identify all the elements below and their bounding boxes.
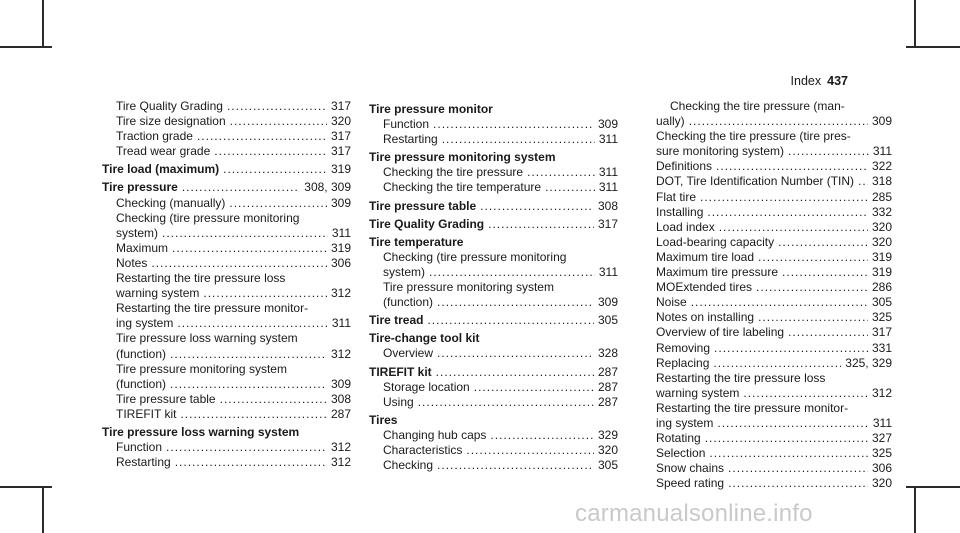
index-entry	[102, 455, 351, 470]
dot-leader	[758, 310, 868, 325]
dot-leader	[709, 446, 868, 461]
entry-label: Checking (manually)	[116, 195, 226, 210]
entry-label: Notes	[116, 255, 148, 270]
dot-leader	[743, 386, 868, 401]
index-entry	[656, 250, 892, 265]
page-reference: 312	[330, 440, 351, 455]
page-reference: 325, 329	[845, 355, 892, 370]
dot-leader	[182, 180, 300, 195]
dot-leader	[705, 431, 868, 446]
crop-mark-top-left-v	[42, 0, 44, 48]
page-reference: 325	[871, 446, 892, 461]
dot-leader	[227, 99, 327, 114]
index-entry	[369, 346, 618, 361]
entry-label: Storage location	[383, 379, 470, 394]
page-reference: 312	[330, 286, 351, 301]
index-entry	[102, 241, 351, 256]
page-reference: 312	[871, 385, 892, 400]
index-entry	[656, 235, 892, 250]
dot-leader	[778, 235, 868, 250]
entry-label: TIREFIT kit	[369, 364, 432, 379]
page-reference: 311	[598, 264, 618, 279]
page-reference: 312	[330, 455, 351, 470]
index-entry	[102, 226, 351, 241]
index-entry	[656, 416, 892, 431]
dot-leader	[433, 117, 594, 132]
dot-leader	[175, 455, 327, 470]
dot-leader	[442, 132, 595, 147]
entry-label: ually)	[656, 114, 685, 129]
entry-label: Using	[383, 394, 414, 409]
page-reference: 319	[871, 265, 892, 280]
entry-label: (function)	[383, 295, 434, 310]
index-entry	[102, 196, 351, 211]
dot-leader	[717, 416, 869, 431]
page-reference: 319	[330, 162, 351, 177]
dot-leader	[177, 316, 328, 331]
index-entry	[369, 365, 618, 380]
dot-leader	[488, 217, 594, 232]
page-reference: 309	[597, 295, 618, 310]
dot-leader	[545, 180, 595, 195]
crop-mark-top-right-h	[906, 46, 960, 48]
index-entry	[656, 356, 892, 371]
index-entry	[656, 280, 892, 295]
page-reference: 329	[597, 427, 618, 442]
dot-leader	[170, 377, 327, 392]
index-entry	[102, 392, 351, 407]
index-entry	[656, 476, 892, 491]
page-reference: 287	[330, 406, 351, 421]
entry-label: Rotating	[656, 431, 701, 446]
page-reference: 325	[871, 310, 892, 325]
dot-leader	[480, 199, 594, 214]
page-reference: 320	[871, 234, 892, 249]
index-entry	[369, 180, 618, 195]
index-entry-text: Tire-change tool kit	[369, 331, 480, 346]
entry-label: Tire Quality Grading	[369, 216, 485, 231]
index-entry	[656, 144, 892, 159]
dot-leader	[172, 241, 327, 256]
index-entry-text: Tire pressure monitoring system	[369, 150, 556, 165]
index-entry-text: Tire pressure monitoring system	[383, 280, 554, 295]
entry-label: DOT, Tire Identification Number (TIN)	[656, 174, 855, 189]
entry-label: Load index	[656, 219, 715, 234]
entry-label: Removing	[656, 340, 711, 355]
index-entry-text: Restarting the tire pressure monitor-	[116, 301, 309, 316]
dot-leader	[436, 365, 594, 380]
page-reference: 320	[330, 114, 351, 129]
index-entry	[656, 190, 892, 205]
entry-label: Definitions	[656, 159, 713, 174]
page-reference: 311	[598, 132, 618, 147]
index-entry	[369, 199, 618, 214]
index-entry-text: Tire pressure monitor	[369, 102, 493, 116]
entry-label: Characteristics	[383, 442, 463, 457]
dot-leader	[788, 325, 868, 340]
dot-leader	[229, 196, 327, 211]
dot-leader	[719, 220, 868, 235]
entry-label: Checking the tire pressure	[383, 165, 524, 180]
page-reference: 332	[871, 204, 892, 219]
entry-label: Tire tread	[369, 313, 424, 328]
dot-leader	[689, 114, 868, 129]
dot-leader	[527, 165, 595, 180]
entry-label: Tire Quality Grading	[116, 99, 223, 113]
dot-leader	[858, 174, 868, 189]
dot-leader	[170, 347, 327, 362]
index-entry	[102, 407, 351, 422]
index-entry	[369, 165, 618, 180]
page-reference: 317	[597, 216, 618, 231]
dot-leader	[707, 205, 868, 220]
dot-leader	[474, 380, 594, 395]
index-entry-text: Checking (tire pressure monitoring	[383, 249, 567, 264]
dot-leader	[782, 265, 868, 280]
index-entry	[656, 174, 892, 189]
index-entry-text: Tire pressure loss warning system	[102, 424, 300, 439]
dot-leader	[427, 313, 594, 328]
entry-label: Overview	[383, 346, 434, 361]
dot-leader	[214, 144, 327, 159]
page-reference: 311	[872, 144, 892, 159]
section-title: Index	[790, 74, 822, 88]
page-reference: 328	[597, 346, 618, 361]
entry-label: system)	[116, 225, 158, 240]
page-reference: 305	[597, 458, 618, 473]
index-entry-text: Tire pressure monitoring system	[116, 361, 287, 376]
crop-mark-bottom-left-h	[0, 486, 52, 488]
page-reference: 308	[330, 391, 351, 406]
entry-label: Load-bearing capacity	[656, 234, 775, 249]
dot-leader	[716, 159, 868, 174]
entry-label: MOExtended tires	[656, 280, 753, 295]
watermark: carmanualsonline.info	[575, 500, 813, 527]
index-entry	[369, 132, 618, 147]
page-reference: 309	[330, 376, 351, 391]
entry-label: ing system	[656, 415, 714, 430]
index-entry	[369, 443, 618, 458]
dot-leader	[728, 476, 868, 491]
entry-label: warning system	[116, 286, 200, 301]
dot-leader	[758, 250, 868, 265]
dot-leader	[230, 114, 327, 129]
page-reference: 317	[330, 129, 351, 144]
dot-leader	[203, 286, 327, 301]
page-reference: 312	[330, 346, 351, 361]
index-entry	[102, 440, 351, 455]
index-entry	[102, 180, 351, 195]
page-reference: 311	[598, 180, 618, 195]
entry-label: Snow chains	[656, 461, 725, 476]
index-entry	[656, 310, 892, 325]
page-reference: 309	[597, 117, 618, 132]
index-entry	[369, 380, 618, 395]
page-reference: 308	[597, 198, 618, 213]
entry-label: Installing	[656, 204, 704, 219]
index-entry	[656, 295, 892, 310]
index-entry	[102, 99, 351, 114]
entry-label: Tire pressure table	[116, 391, 216, 406]
crop-mark-top-right-v	[914, 0, 916, 48]
index-entry	[102, 377, 351, 392]
page-reference: 319	[330, 240, 351, 255]
page-reference: 311	[331, 316, 351, 331]
dot-leader	[788, 144, 869, 159]
index-entry	[369, 265, 618, 280]
entry-label: TIREFIT kit	[116, 406, 177, 421]
entry-label: Maximum tire load	[656, 249, 755, 264]
entry-label: Restarting	[116, 455, 171, 470]
entry-label: Speed rating	[656, 476, 725, 491]
entry-label: Overview of tire labeling	[656, 325, 785, 340]
index-entry	[656, 386, 892, 401]
page-reference: 305	[871, 295, 892, 310]
index-entry	[656, 265, 892, 280]
dot-leader	[466, 443, 594, 458]
dot-leader	[713, 356, 841, 371]
index-entry	[656, 341, 892, 356]
index-entry-text: Restarting the tire pressure loss	[656, 370, 826, 385]
entry-label: Checking the tire temperature	[383, 180, 542, 195]
entry-label: sure monitoring system)	[656, 144, 785, 159]
entry-label: Checking	[383, 458, 434, 473]
index-entry-text: Restarting the tire pressure monitor-	[656, 400, 849, 415]
index-entry	[102, 114, 351, 129]
entry-label: ing system	[116, 316, 174, 331]
index-entry	[656, 446, 892, 461]
page-reference: 286	[871, 280, 892, 295]
index-column-3	[656, 99, 892, 491]
index-entry-text: Checking (tire pressure monitoring	[116, 210, 300, 225]
page-reference: 306	[871, 461, 892, 476]
page-number: 437	[827, 74, 848, 88]
index-entry	[369, 395, 618, 410]
entry-label: Replacing	[656, 355, 710, 370]
index-entry	[369, 217, 618, 232]
entry-label: Tire pressure table	[369, 198, 477, 213]
dot-leader	[728, 461, 868, 476]
page-reference: 311	[872, 415, 892, 430]
page-reference: 285	[871, 189, 892, 204]
dot-leader	[756, 280, 868, 295]
crop-mark-bottom-right-v	[914, 486, 916, 533]
index-entry	[102, 162, 351, 177]
page-reference: 306	[330, 255, 351, 270]
page-reference: 311	[331, 225, 351, 240]
entry-label: Maximum	[116, 240, 169, 255]
entry-label: system)	[383, 264, 425, 279]
index-entry	[656, 159, 892, 174]
index-entry	[369, 117, 618, 132]
entry-label: Tire size designation	[116, 114, 226, 129]
page-header	[791, 74, 848, 88]
index-entry	[656, 114, 892, 129]
index-entry	[102, 316, 351, 331]
crop-mark-bottom-right-h	[906, 486, 960, 488]
index-entry-text: Tire temperature	[369, 234, 464, 249]
index-column-1	[102, 99, 351, 470]
crop-mark-bottom-left-v	[42, 486, 44, 533]
entry-label: warning system	[656, 385, 740, 400]
crop-mark-top-left-h	[0, 46, 52, 48]
dot-leader	[418, 395, 594, 410]
index-entry	[369, 458, 618, 473]
dot-leader	[197, 129, 327, 144]
dot-leader	[691, 295, 868, 310]
dot-leader	[180, 407, 327, 422]
index-entry	[656, 205, 892, 220]
page-reference: 287	[597, 394, 618, 409]
page-reference: 327	[871, 431, 892, 446]
dot-leader	[220, 392, 327, 407]
page-reference: 320	[871, 476, 892, 491]
entry-label: Tire load (maximum)	[102, 162, 220, 177]
index-entry	[369, 295, 618, 310]
page-reference: 322	[871, 159, 892, 174]
index-entry	[369, 313, 618, 328]
page-reference: 320	[871, 219, 892, 234]
entry-label: Notes on installing	[656, 310, 755, 325]
entry-label: Tread wear grade	[116, 144, 211, 159]
dot-leader	[429, 265, 595, 280]
index-entry	[102, 129, 351, 144]
entry-label: Flat tire	[656, 189, 697, 204]
entry-label: Restarting	[383, 132, 438, 147]
page-reference: 309	[871, 114, 892, 129]
page-reference: 331	[871, 340, 892, 355]
dot-leader	[437, 458, 594, 473]
page-reference: 308, 309	[304, 180, 351, 195]
dot-leader	[162, 226, 328, 241]
index-entry	[656, 431, 892, 446]
entry-label: (function)	[116, 346, 167, 361]
entry-label: Noise	[656, 295, 687, 310]
index-entry	[102, 347, 351, 362]
page-reference: 319	[871, 249, 892, 264]
entry-label: (function)	[116, 376, 167, 391]
dot-leader	[151, 256, 327, 271]
entry-label: Changing hub caps	[383, 427, 487, 442]
page-reference: 287	[597, 364, 618, 379]
page-reference: 320	[597, 442, 618, 457]
page-reference: 317	[871, 325, 892, 340]
index-entry-text: Tires	[369, 412, 398, 427]
index-entry-text: Checking the tire pressure (tire pres-	[656, 129, 851, 144]
dot-leader	[700, 190, 868, 205]
page-reference: 287	[597, 379, 618, 394]
entry-label: Traction grade	[116, 129, 193, 144]
index-entry	[656, 325, 892, 340]
entry-label: Selection	[656, 446, 706, 461]
index-column-2	[369, 99, 618, 473]
entry-label: Function	[383, 117, 430, 132]
index-entry	[369, 428, 618, 443]
index-entry	[656, 461, 892, 476]
entry-label: Maximum tire pressure	[656, 265, 779, 280]
dot-leader	[223, 162, 327, 177]
index-entry-text: Restarting the tire pressure loss	[116, 271, 286, 286]
index-entry	[102, 144, 351, 159]
index-entry	[102, 286, 351, 301]
index-entry-text: Tire pressure loss warning system	[116, 331, 298, 346]
index-entry-text: Checking the tire pressure (man-	[670, 99, 845, 113]
page-reference: 311	[598, 165, 618, 180]
dot-leader	[166, 440, 327, 455]
dot-leader	[714, 341, 868, 356]
dot-leader	[437, 346, 594, 361]
page-reference: 305	[597, 313, 618, 328]
entry-label: Tire pressure	[102, 180, 178, 195]
dot-leader	[490, 428, 594, 443]
entry-label: Function	[116, 440, 163, 455]
page-reference: 309	[330, 195, 351, 210]
page-reference: 318	[871, 174, 892, 189]
page-reference: 317	[330, 99, 351, 113]
page-reference: 317	[330, 144, 351, 159]
dot-leader	[437, 295, 594, 310]
index-entry	[102, 256, 351, 271]
index-entry	[656, 220, 892, 235]
